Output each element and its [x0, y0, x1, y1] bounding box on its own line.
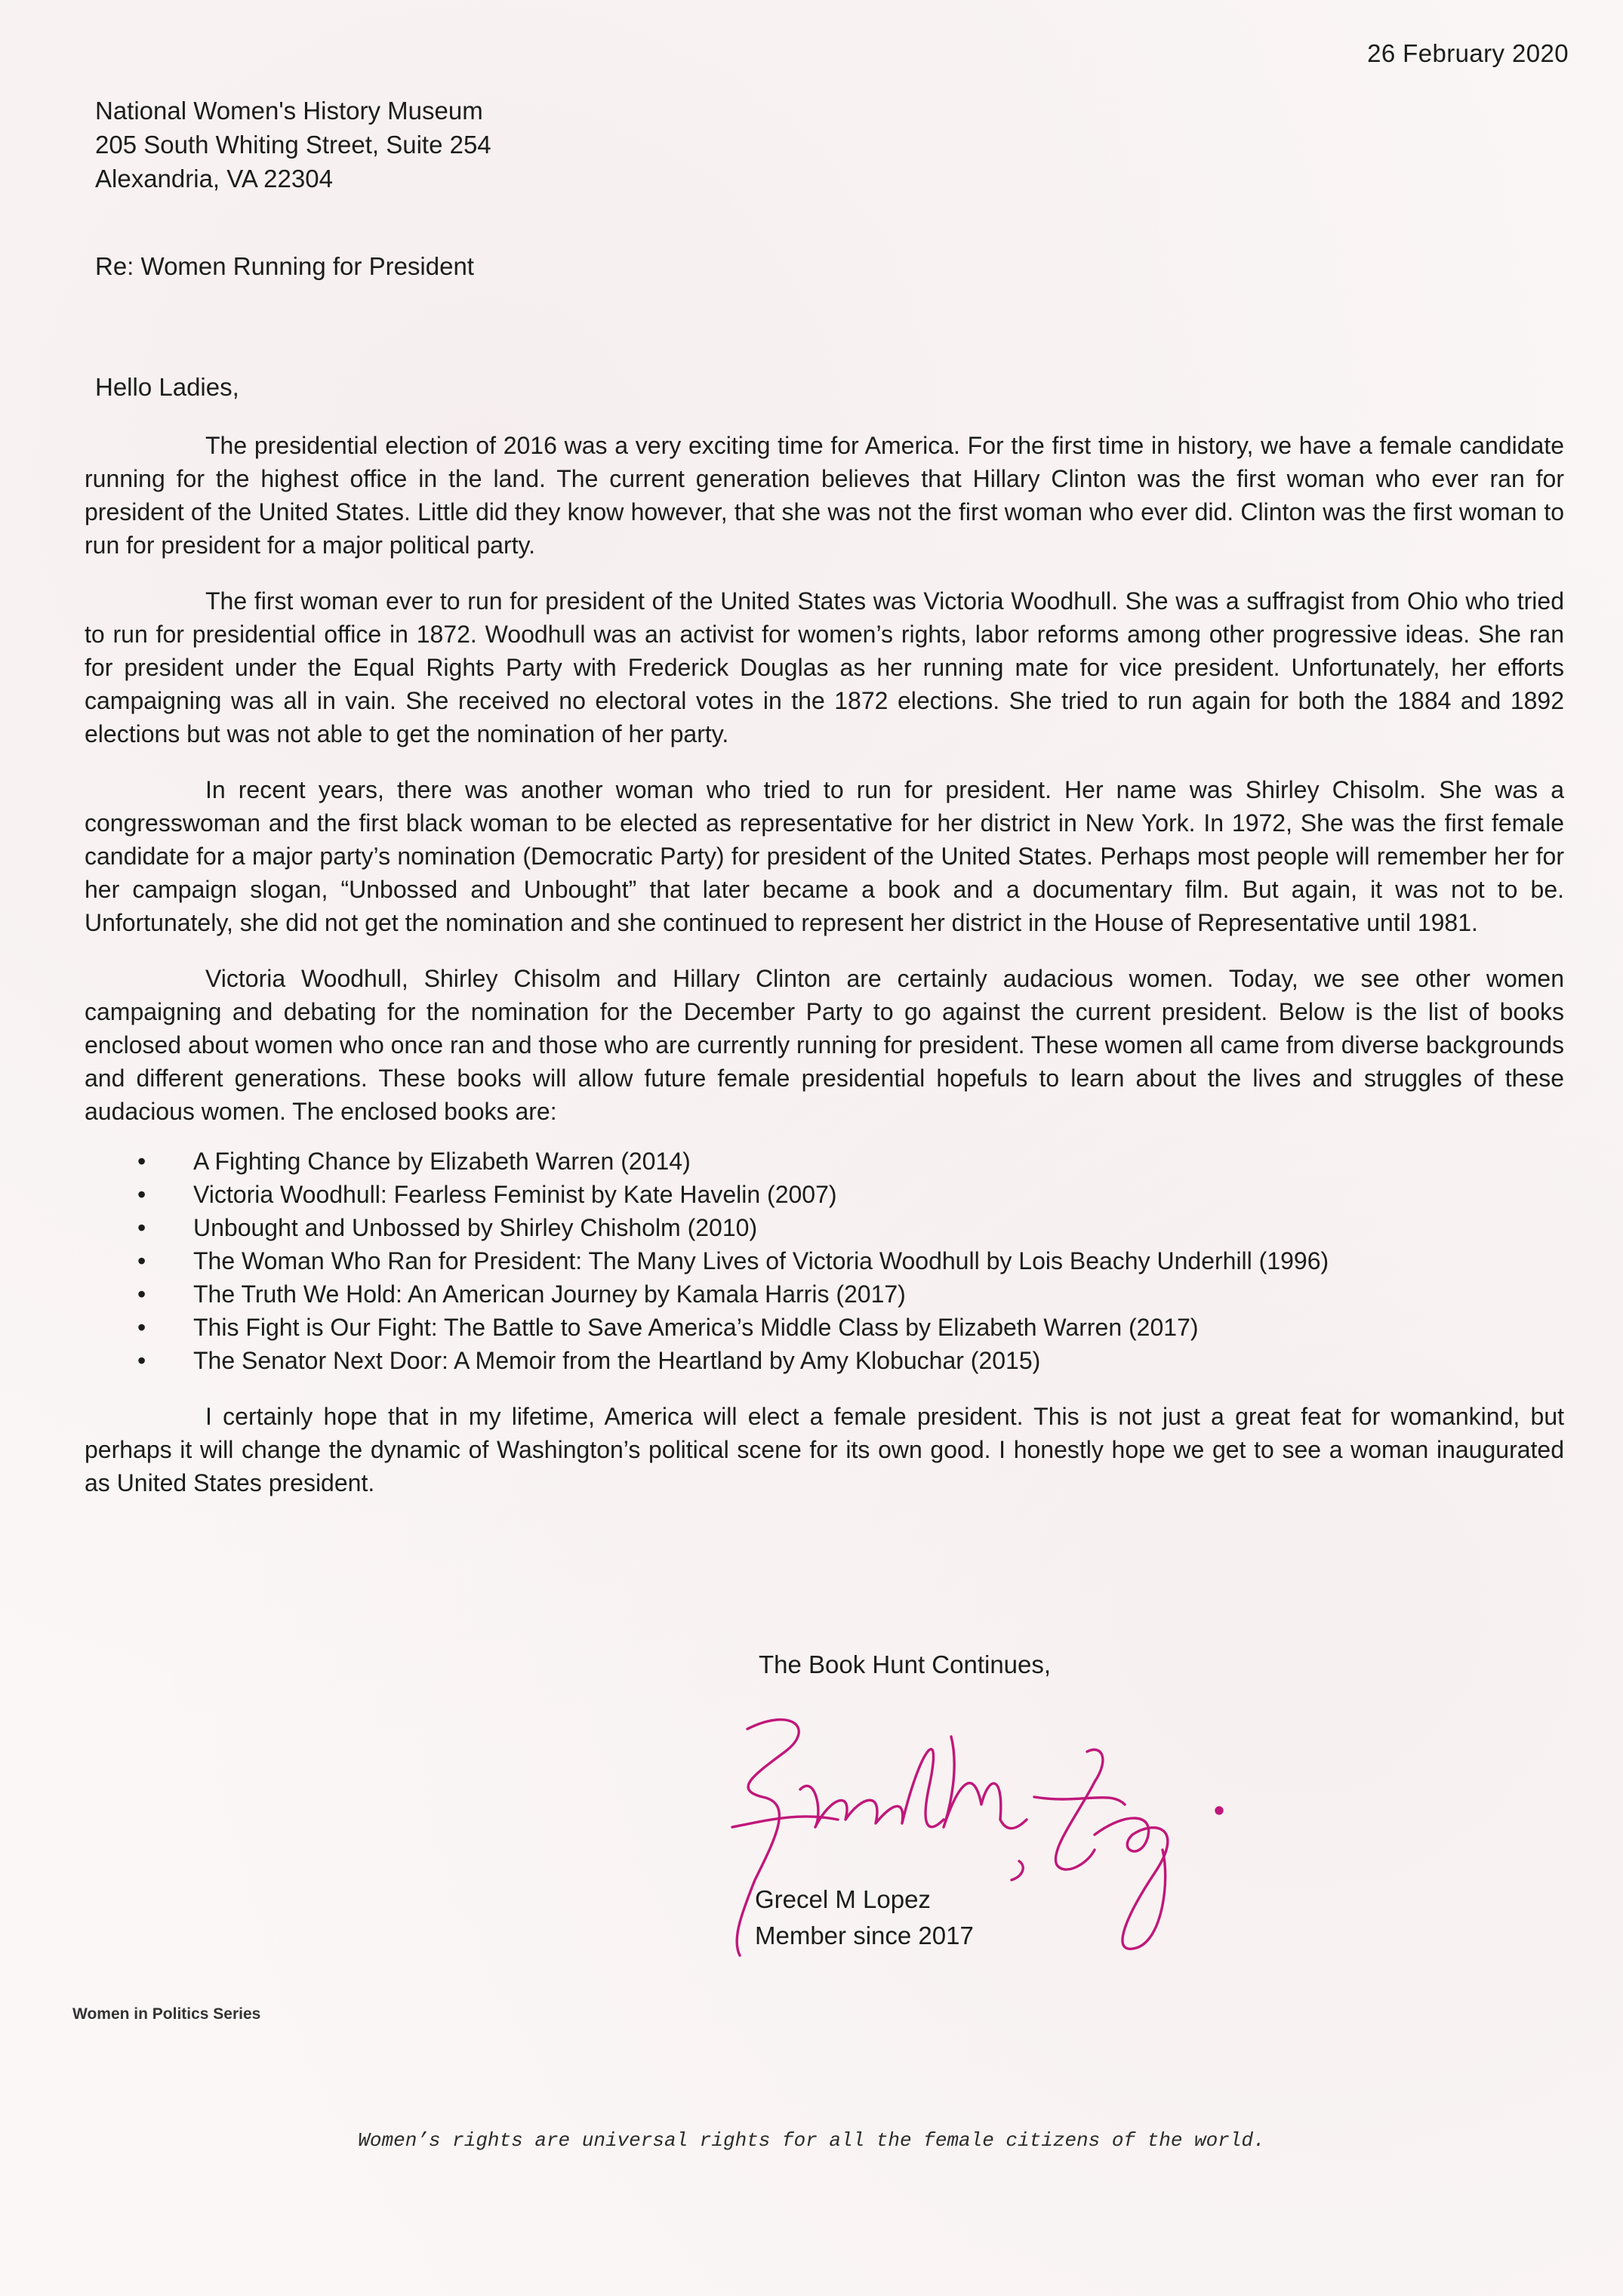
recipient-city: Alexandria, VA 22304: [95, 165, 333, 193]
signer-name: Grecel M Lopez: [755, 1885, 931, 1913]
bullet-icon: •: [137, 1181, 146, 1208]
book-title: The Truth We Hold: An American Journey by Kamala Harris (2017): [193, 1281, 906, 1308]
sign-off: The Book Hunt Continues,: [759, 1650, 1052, 1678]
book-title: This Fight is Our Fight: The Battle to Save America’s Middle Class by Elizabeth Warren (2017): [193, 1314, 1199, 1341]
book-list-item: [137, 1178, 1564, 1211]
bullet-icon: •: [137, 1214, 146, 1241]
closing-paragraph: I certainly hope that in my lifetime, America will elect a female president. This is not just a great feat for womankind, but perhaps it will change the dynamic of Washington’s political scene for its own good. I honestly hope we get to see a woman inaugurated as United States president.: [85, 1403, 1564, 1496]
letter-date: 26 February 2020: [1367, 39, 1569, 67]
body-paragraph: The presidential election of 2016 was a very exciting time for America. For the first time in history, we have a female candidate running for the highest office in the land. The current generation believes that Hillary Clinton was the first woman who ever ran for president of the United States. Little did they know however, that she was not the first woman who ever did. Clinton was the first woman to run for president for a major political party.: [85, 432, 1564, 559]
series-label: Women in Politics Series: [72, 2005, 261, 2023]
book-list-item: [137, 1244, 1564, 1277]
book-title: Unbought and Unbossed by Shirley Chisholm (2010): [193, 1214, 758, 1241]
book-list-item: [137, 1344, 1564, 1377]
letter-body: [85, 429, 1564, 1522]
signer-block: [755, 1881, 974, 1954]
letter-greeting: Hello Ladies,: [95, 373, 239, 401]
body-paragraph: The first woman ever to run for president of the United States was Victoria Woodhull. She was a suffragist from Ohio who tried to run for presidential office in 1872. Woodhull was an activist for women’s rights, labor reforms among other progressive ideas. She ran for president under the Equal Rights Party with Frederick Douglas as her running mate for vice president. Unfortunately, her efforts campaigning was all in vain. She received no electoral votes in the 1872 elections. She tried to run again for both the 1884 and 1892 elections but was not able to get the nomination of her party.: [85, 587, 1564, 747]
book-list-item: [137, 1145, 1564, 1178]
bullet-icon: •: [137, 1281, 146, 1308]
book-title: The Woman Who Ran for President: The Many Lives of Victoria Woodhull by Lois Beachy Underhill (1996): [193, 1247, 1329, 1274]
book-title: Victoria Woodhull: Fearless Feminist by Kate Havelin (2007): [193, 1181, 837, 1208]
bullet-icon: •: [137, 1247, 146, 1274]
recipient-name: National Women's History Museum: [95, 97, 483, 125]
letter-subject: Re: Women Running for President: [95, 252, 474, 280]
book-list-item: [137, 1311, 1564, 1344]
book-list-item: [137, 1211, 1564, 1244]
recipient-address: [95, 94, 491, 196]
bullet-icon: •: [137, 1148, 146, 1175]
book-list: [85, 1145, 1564, 1377]
body-paragraph: In recent years, there was another woman who tried to run for president. Her name was Shirley Chisolm. She was a congresswoman and the first black woman to be elected as representative for her district in New York. In 1972, She was the first female candidate for a major party’s nomination (Democratic Party) for president of the United States. Perhaps most people will remember her for her campaign slogan, “Unbossed and Unbought” that later became a book and a documentary film. But again, it was not to be. Unfortunately, she did not get the nomination and she continued to represent her district in the House of Representative until 1981.: [85, 776, 1564, 936]
book-title: The Senator Next Door: A Memoir from the Heartland by Amy Klobuchar (2015): [193, 1347, 1041, 1374]
recipient-street: 205 South Whiting Street, Suite 254: [95, 131, 491, 159]
book-list-item: [137, 1277, 1564, 1311]
footer-quote: Women’s rights are universal rights for all the female citizens of the world.: [358, 2129, 1265, 2152]
book-title: A Fighting Chance by Elizabeth Warren (2014): [193, 1148, 691, 1175]
signer-title: Member since 2017: [755, 1922, 974, 1949]
bullet-icon: •: [137, 1347, 146, 1374]
body-paragraph: Victoria Woodhull, Shirley Chisolm and Hillary Clinton are certainly audacious women. Today, we see other women campaigning and debating for the nomination for the December Party to go against the current president. Below is the list of books enclosed about women who once ran and those who are currently running for president. These women all came from diverse backgrounds and different generations. These books will allow future female presidential hopefuls to learn about the lives and struggles of these audacious women. The enclosed books are:: [85, 965, 1564, 1125]
bullet-icon: •: [137, 1314, 146, 1341]
